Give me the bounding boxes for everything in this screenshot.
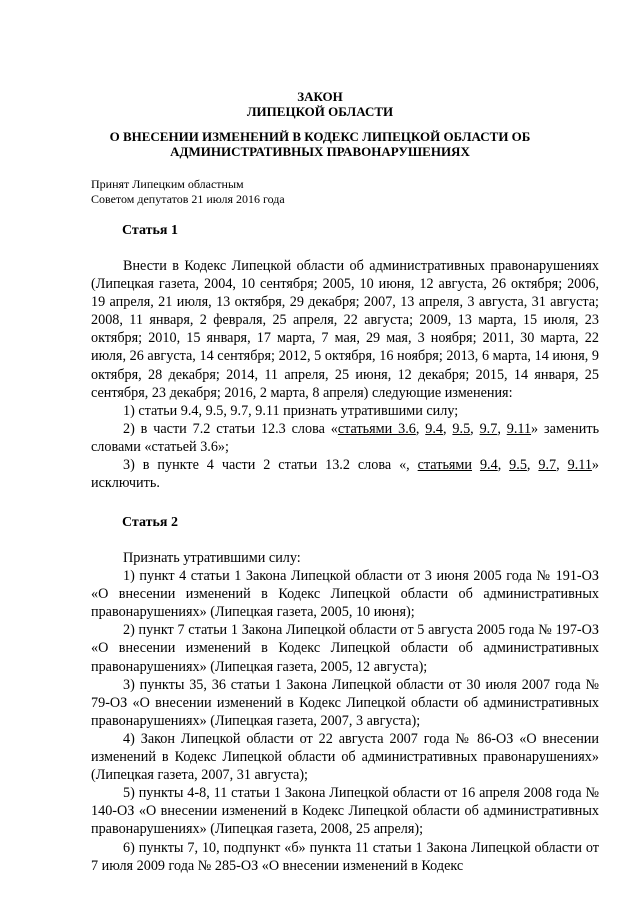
region-label: ЛИПЕЦКОЙ ОБЛАСТИ bbox=[246, 104, 394, 119]
article-2-heading: Статья 2 bbox=[122, 515, 178, 530]
ref-link[interactable]: 9.4 bbox=[425, 420, 443, 437]
article-1-heading: Статья 1 bbox=[122, 223, 178, 238]
article-1-body bbox=[91, 257, 599, 492]
article-2-body bbox=[91, 549, 599, 875]
law-label: ЗАКОН bbox=[297, 89, 343, 104]
article-2-item: 6) пункты 7, 10, подпункт «б» пункта 11 статьи 1 Закона Липецкой области от 7 июля 2009 года № 285-ОЗ «О внесении изменений в Кодекс bbox=[91, 839, 599, 874]
adoption-line-1: Принят Липецким областным bbox=[91, 177, 244, 191]
article-1-item-2: 2) в части 7.2 статьи 12.3 слова «статьями 3.6, 9.4, 9.5, 9.7, 9.11» заменить словами «статьей 3.6»; bbox=[91, 420, 600, 455]
law-title-line-2: АДМИНИСТРАТИВНЫХ ПРАВОНАРУШЕНИЯХ bbox=[170, 144, 470, 159]
ref-link[interactable]: статьями bbox=[417, 457, 473, 474]
ref-link[interactable]: 9.11 bbox=[567, 457, 592, 474]
law-title-line-1: О ВНЕСЕНИИ ИЗМЕНЕНИЙ В КОДЕКС ЛИПЕЦКОЙ ОБЛАСТИ ОБ bbox=[109, 129, 531, 144]
ref-link[interactable]: 9.4 bbox=[479, 457, 498, 474]
article-2-item: 2) пункт 7 статьи 1 Закона Липецкой области от 5 августа 2005 года № 197-ОЗ «О внесении изменений в Кодекс Липецкой области об административных правонарушениях» (Липецкая газета, 2005, 12 августа); bbox=[91, 622, 599, 675]
article-1-intro: Внести в Кодекс Липецкой области об административных правонарушениях (Липецкая газета, 2004, 10 сентября; 2005, 10 июня, 12 августа, 26 октября; 2006, 19 апреля, 21 июля, 13 октября, 29 декабря; 2007, 13 апреля, 3 августа, 31 августа; 2008, 11 января, 2 февраля, 25 апреля, 22 августа; 2009, 13 марта, 15 июля, 23 октября; 2010, 15 января, 17 марта, 7 мая, 29 мая, 3 ноября; 2011, 30 марта, 22 июля, 26 августа, 14 сентября; 2012, 5 октября, 16 ноября; 2013, 6 марта, 14 июня, 9 октября, 28 декабря; 2014, 11 апреля, 25 июня, 12 декабря; 2015, 14 января, 25 сентября, 23 декабря; 2016, 2 марта, 8 апреля) следующие изменения: bbox=[91, 258, 599, 401]
ref-link[interactable]: 9.7 bbox=[538, 457, 557, 474]
article-2-item: 3) пункты 35, 36 статьи 1 Закона Липецкой области от 30 июля 2007 года № 79-ОЗ «О внесении изменений в Кодекс Липецкой области об административных правонарушениях» (Липецкая газета, 2007, 3 августа); bbox=[91, 676, 599, 729]
article-1-item-1: 1) статьи 9.4, 9.5, 9.7, 9.11 признать утратившими силу; bbox=[123, 402, 459, 419]
article-2-item: 1) пункт 4 статьи 1 Закона Липецкой области от 3 июня 2005 года № 191-ОЗ «О внесении изменений в Кодекс Липецкой области об административных правонарушениях» (Липецкая газета, 2005, 10 июня); bbox=[91, 568, 599, 621]
ref-link[interactable]: статьями 3.6 bbox=[337, 420, 416, 437]
ref-link[interactable]: 9.5 bbox=[452, 420, 471, 437]
ref-link[interactable]: 9.7 bbox=[479, 420, 498, 437]
article-1-item-3: 3) в пункте 4 части 2 статьи 13.2 слова «, статьями 9.4, 9.5, 9.7, 9.11» исключить. bbox=[91, 457, 600, 492]
article-2-item: 5) пункты 4-8, 11 статьи 1 Закона Липецкой области от 16 апреля 2008 года № 140-ОЗ «О внесении изменений в Кодекс Липецкой области об административных правонарушениях» (Липецкая газета, 2008, 25 апреля); bbox=[91, 785, 599, 838]
adoption-line-2: Советом депутатов 21 июля 2016 года bbox=[91, 192, 285, 206]
ref-link[interactable]: 9.11 bbox=[506, 420, 532, 437]
article-2-item: 4) Закон Липецкой области от 22 августа 2007 года № 86-ОЗ «О внесении изменений в Кодекс Липецкой области об административных правонарушениях» (Липецкая газета, 2007, 31 августа); bbox=[91, 730, 599, 784]
article-2-intro: Признать утратившими силу: bbox=[123, 550, 301, 566]
ref-link[interactable]: 9.5 bbox=[509, 457, 527, 474]
